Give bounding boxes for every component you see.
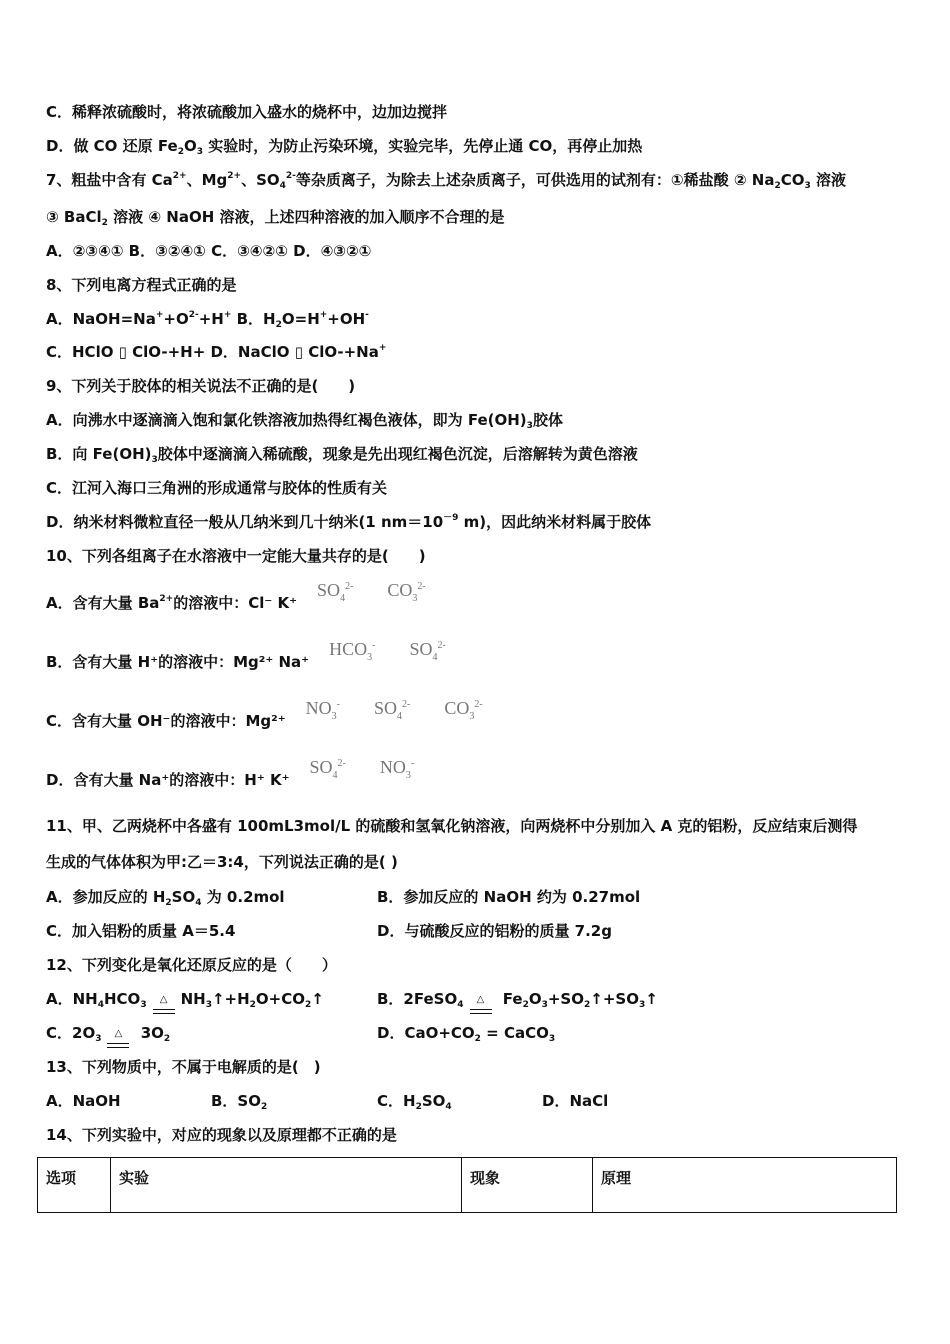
text: 13、下列物质中，不属于电解质的是( ) bbox=[46, 1058, 321, 1076]
text: 8、下列电离方程式正确的是 bbox=[46, 276, 237, 294]
text: +O bbox=[163, 310, 189, 328]
subscript: 4 bbox=[340, 593, 346, 604]
text: B．含有大量 H⁺的溶液中：Mg²⁺ Na⁺ bbox=[46, 653, 310, 671]
ion-formula: $SO_4^{2-}$ bbox=[373, 698, 411, 722]
superscript: －9 bbox=[443, 513, 459, 523]
table-header-row bbox=[38, 1158, 897, 1213]
subscript: 2 bbox=[583, 1000, 591, 1010]
option-11b bbox=[377, 887, 640, 907]
superscript: 2+ bbox=[159, 594, 174, 604]
question-7-options bbox=[46, 241, 371, 261]
text: ↑+SO bbox=[590, 990, 639, 1008]
text: C．加入铝粉的质量 A＝5.4 bbox=[46, 922, 236, 940]
option-13b bbox=[211, 1091, 267, 1111]
subscript: 3 bbox=[95, 1034, 102, 1044]
heat-condition-equals: △ bbox=[151, 990, 177, 1010]
option-12d bbox=[377, 1023, 555, 1043]
subscript: 2 bbox=[165, 898, 172, 908]
subscript: 2 bbox=[249, 1000, 256, 1010]
option-12a bbox=[46, 989, 324, 1010]
question-7-cont bbox=[46, 207, 504, 227]
option-13c bbox=[377, 1091, 452, 1111]
text: D．与硫酸反应的铝粉的质量 7.2g bbox=[377, 922, 612, 940]
text: A．向沸水中逐滴滴入饱和氯化铁溶液加热得红褐色液体，即为 Fe(OH) bbox=[46, 411, 527, 429]
heat-condition-equals: △ bbox=[468, 990, 494, 1010]
subscript: 4 bbox=[432, 652, 438, 663]
text: D．做 CO 还原 Fe bbox=[46, 137, 178, 155]
option-9a bbox=[46, 410, 563, 430]
text: Fe bbox=[497, 990, 523, 1008]
option-6d bbox=[46, 136, 642, 156]
text: 、SO bbox=[241, 171, 280, 189]
question-10 bbox=[46, 546, 426, 566]
question-8 bbox=[46, 275, 236, 295]
question-13 bbox=[46, 1057, 321, 1077]
option-12b bbox=[377, 989, 658, 1010]
text: ↑+H bbox=[211, 990, 250, 1008]
text: C．稀释浓硫酸时，将浓硫酸加入盛水的烧杯中，边加边搅拌 bbox=[46, 103, 448, 121]
text: B．SO bbox=[211, 1092, 261, 1110]
subscript: 4 bbox=[445, 1102, 452, 1112]
subscript: 2 bbox=[177, 147, 184, 157]
subscript: 3 bbox=[196, 147, 203, 157]
ion-formula: $NO_3^-$ bbox=[379, 757, 415, 781]
subscript: 3 bbox=[331, 711, 337, 722]
text: 14、下列实验中，对应的现象以及原理都不正确的是 bbox=[46, 1126, 397, 1144]
question-8-cd bbox=[46, 342, 386, 362]
text: A．NH bbox=[46, 990, 98, 1008]
subscript: 4 bbox=[279, 181, 286, 191]
subscript: 3 bbox=[548, 1034, 556, 1044]
text: NH bbox=[180, 990, 206, 1008]
subscript: 3 bbox=[541, 1000, 548, 1010]
text: 、Mg bbox=[186, 171, 228, 189]
text: O bbox=[183, 137, 197, 155]
subscript: 3 bbox=[804, 181, 811, 191]
subscript: 4 bbox=[332, 770, 338, 781]
text: D．NaCl bbox=[542, 1092, 609, 1110]
ion-formula: $NO_3^-$ bbox=[305, 698, 340, 722]
superscript: 2- bbox=[188, 310, 199, 320]
subscript: 2 bbox=[101, 218, 108, 228]
subscript: 2 bbox=[415, 1102, 422, 1112]
subscript: 2 bbox=[163, 1034, 171, 1044]
text: A．参加反应的 H bbox=[46, 888, 166, 906]
text: A．NaOH bbox=[46, 1092, 121, 1110]
subscript: 3 bbox=[412, 593, 418, 604]
question-12 bbox=[46, 955, 337, 975]
text: 胶体中逐滴滴入稀硫酸，现象是先出现红褐色沉淀，后溶解转为黄色溶液 bbox=[157, 445, 638, 463]
option-10d bbox=[46, 757, 428, 790]
text: C．含有大量 OH⁻的溶液中：Mg²⁺ bbox=[46, 712, 286, 730]
experiment-table bbox=[37, 1157, 897, 1213]
subscript: 2 bbox=[774, 181, 781, 191]
header-phenomenon: 现象 bbox=[462, 1158, 593, 1213]
superscript: 2+ bbox=[227, 171, 242, 181]
text: C．江河入海口三角洲的形成通常与胶体的性质有关 bbox=[46, 479, 388, 497]
text: D．CaO+CO bbox=[377, 1024, 475, 1042]
text: ③ BaCl bbox=[46, 208, 102, 226]
text: m)，因此纳米材料属于胶体 bbox=[458, 513, 652, 531]
text: C．2O bbox=[46, 1024, 96, 1042]
ion-formula: $SO_4^{2-}$ bbox=[309, 757, 346, 781]
superscript: 2- bbox=[437, 640, 446, 651]
superscript: 2- bbox=[417, 581, 426, 592]
subscript: 3 bbox=[469, 711, 475, 722]
text: O+CO bbox=[255, 990, 306, 1008]
superscript: - bbox=[365, 310, 369, 320]
text: C．H bbox=[377, 1092, 416, 1110]
header-principle: 原理 bbox=[593, 1158, 897, 1213]
ion-formula: $HCO_3^-$ bbox=[329, 639, 376, 663]
superscript: 2- bbox=[401, 699, 411, 710]
subscript: 4 bbox=[396, 711, 402, 722]
ion-formula: $SO_4^{2-}$ bbox=[409, 639, 446, 663]
subscript: 4 bbox=[195, 898, 202, 908]
text: 胶体 bbox=[532, 411, 563, 429]
option-13d bbox=[542, 1091, 608, 1111]
text: 的溶液中：Cl⁻ K⁺ bbox=[173, 594, 298, 612]
subscript: 2 bbox=[522, 1000, 529, 1010]
superscript: 2+ bbox=[172, 171, 187, 181]
superscript: 2- bbox=[345, 581, 354, 592]
text: D．纳米材料微粒直径一般从几纳米到几十纳米(1 nm＝10 bbox=[46, 513, 444, 531]
text: 等杂质离子，为除去上述杂质离子，可供选用的试剂有：①稀盐酸 ② Na bbox=[295, 171, 775, 189]
text: 溶液 ④ NaOH 溶液，上述四种溶液的加入顺序不合理的是 bbox=[107, 208, 505, 226]
text: O bbox=[528, 990, 542, 1008]
text: 3O bbox=[135, 1024, 164, 1042]
subscript: 2 bbox=[261, 1102, 268, 1112]
option-13a bbox=[46, 1091, 121, 1111]
text: HCO bbox=[103, 990, 141, 1008]
text: 10、下列各组离子在水溶液中一定能大量共存的是( ) bbox=[46, 547, 426, 565]
option-10b bbox=[46, 639, 460, 672]
text: 为 0.2mol bbox=[201, 888, 285, 906]
question-11-cont bbox=[46, 852, 398, 872]
subscript: 3 bbox=[140, 1000, 147, 1010]
subscript: 3 bbox=[205, 1000, 212, 1010]
text: +SO bbox=[547, 990, 584, 1008]
option-11a bbox=[46, 887, 285, 907]
option-9b bbox=[46, 444, 638, 464]
option-12c bbox=[46, 1023, 170, 1044]
superscript: 2- bbox=[285, 171, 296, 181]
text: B．向 Fe(OH) bbox=[46, 445, 152, 463]
option-9c bbox=[46, 478, 387, 498]
text: 7、粗盐中含有 Ca bbox=[46, 171, 173, 189]
superscript: + bbox=[319, 310, 328, 320]
superscript: - bbox=[336, 699, 340, 710]
option-9d bbox=[46, 512, 651, 532]
superscript: - bbox=[372, 640, 376, 651]
text: 12、下列变化是氧化还原反应的是（ ） bbox=[46, 956, 337, 974]
subscript: 3 bbox=[405, 770, 411, 781]
superscript: 2- bbox=[474, 699, 483, 710]
subscript: 2 bbox=[474, 1034, 481, 1044]
subscript: 2 bbox=[305, 1000, 312, 1010]
ion-formula: $SO_4^{2-}$ bbox=[317, 580, 354, 604]
superscript: + bbox=[155, 310, 164, 320]
option-11d bbox=[377, 921, 612, 941]
text: +OH bbox=[327, 310, 366, 328]
text: ↑ bbox=[311, 990, 324, 1008]
ion-formula: $CO_3^{2-}$ bbox=[387, 580, 426, 604]
text: O=H bbox=[281, 310, 320, 328]
text: D．含有大量 Na⁺的溶液中：H⁺ K⁺ bbox=[46, 771, 290, 789]
subscript: 3 bbox=[151, 455, 158, 465]
text: = CaCO bbox=[480, 1024, 549, 1042]
text: B．2FeSO bbox=[377, 990, 458, 1008]
text: 生成的气体体积为甲:乙＝3:4，下列说法正确的是( ) bbox=[46, 853, 398, 871]
question-7 bbox=[46, 170, 846, 190]
text: A．②③④① B．③②④① C．③④②① D．④③②① bbox=[46, 242, 372, 260]
superscript: + bbox=[223, 310, 232, 320]
ion-formula: $CO_3^{2-}$ bbox=[444, 698, 483, 722]
option-10c bbox=[46, 698, 497, 731]
text: CO bbox=[780, 171, 805, 189]
subscript: 3 bbox=[526, 421, 533, 431]
subscript: 3 bbox=[638, 1000, 646, 1010]
subscript: 3 bbox=[367, 652, 373, 663]
heat-condition-equals: △ bbox=[105, 1024, 131, 1044]
text: 实验时，为防止污染环境，实验完毕，先停止通 CO，再停止加热 bbox=[203, 137, 643, 155]
text: C．HClO ▯ ClO-+H+ D．NaClO ▯ ClO-+Na bbox=[46, 343, 379, 361]
text: 9、下列关于胶体的相关说法不正确的是( ) bbox=[46, 377, 356, 395]
text: 溶液 bbox=[810, 171, 846, 189]
subscript: 4 bbox=[97, 1000, 104, 1010]
text: SO bbox=[421, 1092, 446, 1110]
question-9 bbox=[46, 376, 355, 396]
subscript: 4 bbox=[457, 1000, 464, 1010]
header-option: 选项 bbox=[38, 1158, 111, 1213]
superscript: + bbox=[378, 343, 387, 353]
option-6c bbox=[46, 102, 447, 122]
text: B．参加反应的 NaOH 约为 0.27mol bbox=[377, 888, 641, 906]
question-11 bbox=[46, 816, 857, 836]
text: SO bbox=[171, 888, 196, 906]
text: 11、甲、乙两烧杯中各盛有 100mL3mol/L 的硫酸和氢氧化钠溶液，向两烧杯中分别加入 A 克的铝粉，反应结束后测得 bbox=[46, 817, 858, 835]
header-experiment: 实验 bbox=[111, 1158, 462, 1213]
superscript: - bbox=[410, 758, 415, 769]
text: A．NaOH=Na bbox=[46, 310, 156, 328]
text: ↑ bbox=[645, 990, 658, 1008]
question-8-ab bbox=[46, 309, 369, 329]
text: +H bbox=[198, 310, 224, 328]
text: B．H bbox=[231, 310, 276, 328]
question-14 bbox=[46, 1125, 397, 1145]
subscript: 2 bbox=[275, 320, 282, 330]
option-10a bbox=[46, 580, 440, 613]
option-11c bbox=[46, 921, 235, 941]
superscript: 2- bbox=[337, 758, 346, 769]
text: A．含有大量 Ba bbox=[46, 594, 160, 612]
